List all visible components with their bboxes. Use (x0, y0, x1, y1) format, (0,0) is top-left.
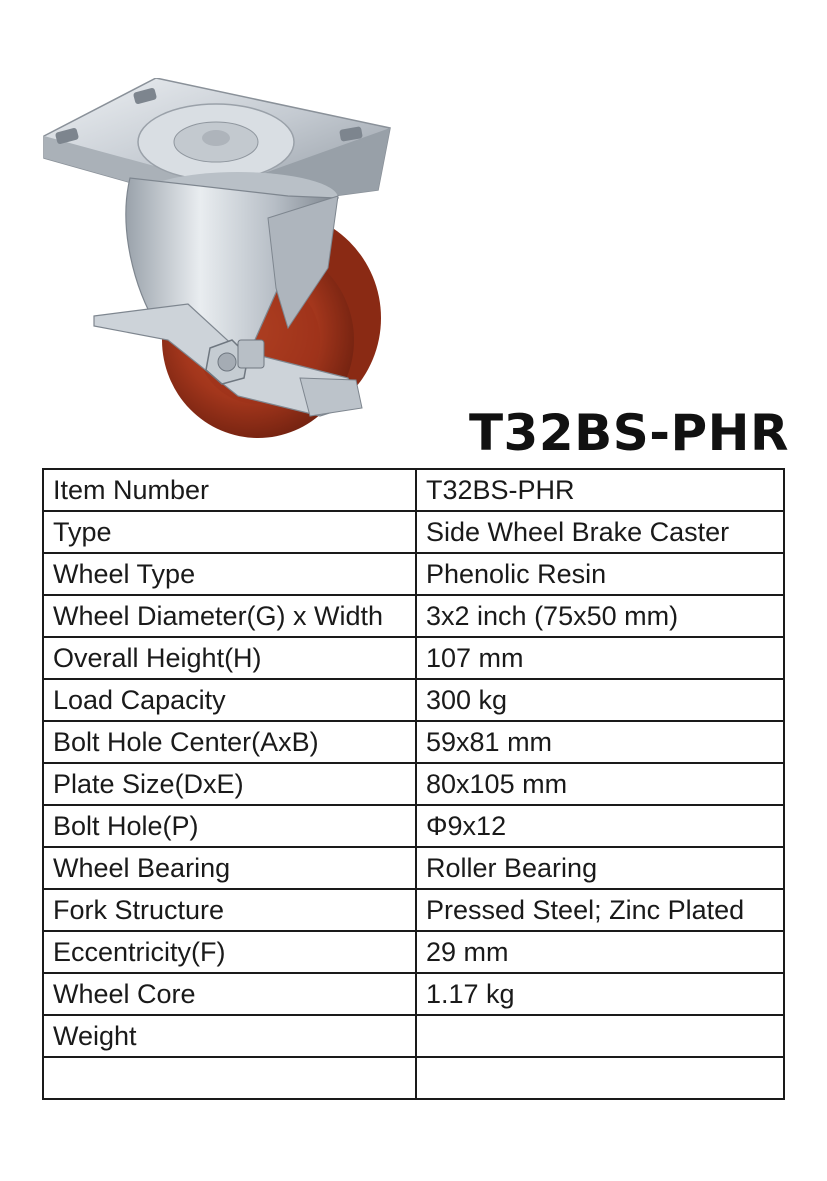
table-row (43, 637, 784, 679)
table-row (43, 679, 784, 721)
spec-value: Φ9x12 (416, 805, 784, 847)
spec-value: 80x105 mm (416, 763, 784, 805)
table-row (43, 1057, 784, 1099)
spec-value: Pressed Steel; Zinc Plated (416, 889, 784, 931)
spec-value: 29 mm (416, 931, 784, 973)
table-row (43, 973, 784, 1015)
table-row (43, 805, 784, 847)
spec-label: Item Number (43, 469, 416, 511)
spec-label: Eccentricity(F) (43, 931, 416, 973)
spec-value: Roller Bearing (416, 847, 784, 889)
spec-label: Load Capacity (43, 679, 416, 721)
spec-table (42, 468, 785, 1100)
spec-value: T32BS-PHR (416, 469, 784, 511)
spec-value (416, 1015, 784, 1057)
spec-label (43, 1057, 416, 1099)
spec-value (416, 1057, 784, 1099)
spec-label: Wheel Core (43, 973, 416, 1015)
spec-value: 3x2 inch (75x50 mm) (416, 595, 784, 637)
table-row (43, 931, 784, 973)
spec-label: Weight (43, 1015, 416, 1057)
caster-product-image (38, 78, 398, 448)
spec-label: Type (43, 511, 416, 553)
spec-label: Bolt Hole(P) (43, 805, 416, 847)
table-row (43, 469, 784, 511)
spec-value: Side Wheel Brake Caster (416, 511, 784, 553)
spec-label: Wheel Bearing (43, 847, 416, 889)
table-row (43, 595, 784, 637)
spec-value: Phenolic Resin (416, 553, 784, 595)
spec-value: 107 mm (416, 637, 784, 679)
spec-label: Bolt Hole Center(AxB) (43, 721, 416, 763)
spec-label: Fork Structure (43, 889, 416, 931)
spec-label: Wheel Type (43, 553, 416, 595)
spec-value: 1.17 kg (416, 973, 784, 1015)
model-title: T32BS-PHR (468, 404, 789, 462)
table-row (43, 721, 784, 763)
spec-value: 59x81 mm (416, 721, 784, 763)
spec-label: Wheel Diameter(G) x Width (43, 595, 416, 637)
table-row (43, 511, 784, 553)
spec-value: 300 kg (416, 679, 784, 721)
table-row (43, 889, 784, 931)
table-row (43, 847, 784, 889)
table-row (43, 763, 784, 805)
table-row (43, 553, 784, 595)
table-row (43, 1015, 784, 1057)
spec-label: Overall Height(H) (43, 637, 416, 679)
spec-label: Plate Size(DxE) (43, 763, 416, 805)
